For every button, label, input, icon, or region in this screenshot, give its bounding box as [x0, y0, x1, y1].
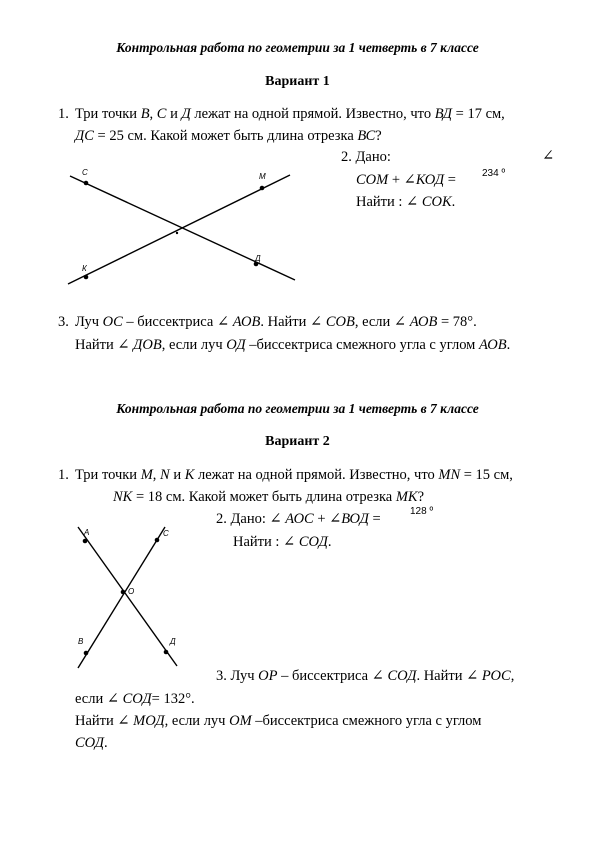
- v1-task-2-value: 234 º: [482, 168, 506, 179]
- v2-label-c: С: [163, 529, 169, 538]
- point-d: [164, 650, 169, 655]
- v2-task-2-given: 2. Дано: ∠ АОС + ∠ВОД =: [216, 511, 381, 527]
- v2-label-d: Д: [170, 637, 176, 646]
- variant-1-title: Контрольная работа по геометрии за 1 четверть в 7 классе: [116, 40, 479, 55]
- v2-task-3-line-3: Найти ∠ МОД, если луч ОМ –биссектриса смежного угла с углом: [75, 713, 482, 729]
- variant-1-heading: Вариант 1: [265, 74, 330, 89]
- v1-label-d: Д: [255, 254, 261, 263]
- point-a: [83, 539, 88, 544]
- v1-task-2-find: Найти : ∠ СОК.: [356, 194, 456, 210]
- v1-task-3-number: 3.: [58, 314, 69, 330]
- v2-label-b: В: [78, 637, 84, 646]
- point-c: [155, 538, 160, 543]
- v2-label-o: О: [128, 587, 135, 596]
- v1-label-c: С: [82, 168, 88, 177]
- v1-task-2-corner-angle: ∠: [542, 148, 555, 164]
- v1-task-1-line-2: ДС = 25 см. Какой может быть длина отрезка ВС?: [75, 128, 382, 144]
- line-c-b: [78, 527, 165, 668]
- v1-task-1-line-1: Три точки B, C и Д лежат на одной прямой. Известно, что ВД = 17 см,: [75, 106, 505, 122]
- v1-task-3-line-1: Луч ОС – биссектриса ∠ АОВ. Найти ∠ СОВ, если ∠ АОВ = 78°.: [75, 314, 477, 330]
- variant-2-title: Контрольная работа по геометрии за 1 четверть в 7 классе: [116, 401, 479, 416]
- v1-task-1-number: 1.: [58, 106, 69, 122]
- v2-task-3-line-4: СОД.: [75, 735, 108, 751]
- v1-task-3-line-2: Найти ∠ ДОВ, если луч ОД –биссектриса смежного угла с углом АОВ.: [75, 337, 511, 353]
- variant-2-heading: Вариант 2: [265, 434, 330, 449]
- v1-label-k: К: [82, 264, 87, 273]
- v2-task-1-number: 1.: [58, 467, 69, 483]
- point-o: [121, 590, 126, 595]
- v2-task-3-line-2: если ∠ СОД= 132°.: [75, 691, 195, 707]
- v1-label-m: М: [259, 172, 266, 181]
- v1-task-2-equation: СОМ + ∠КОД =: [356, 172, 456, 188]
- v2-task-2-value: 128 º: [410, 506, 434, 517]
- v1-task-2-given: 2. Дано:: [341, 149, 391, 165]
- v2-label-a: А: [84, 528, 90, 537]
- point-b: [84, 651, 89, 656]
- v2-task-2-find: Найти : ∠ СОД.: [233, 534, 332, 550]
- v2-task-1-line-2: NK = 18 см. Какой может быть длина отрезка МК?: [113, 489, 424, 505]
- v2-task-3-line-1: 3. Луч ОР – биссектриса ∠ СОД. Найти ∠ РОС,: [216, 668, 515, 684]
- v2-task-1-line-1: Три точки M, N и K лежат на одной прямой. Известно, что MN = 15 см,: [75, 467, 513, 483]
